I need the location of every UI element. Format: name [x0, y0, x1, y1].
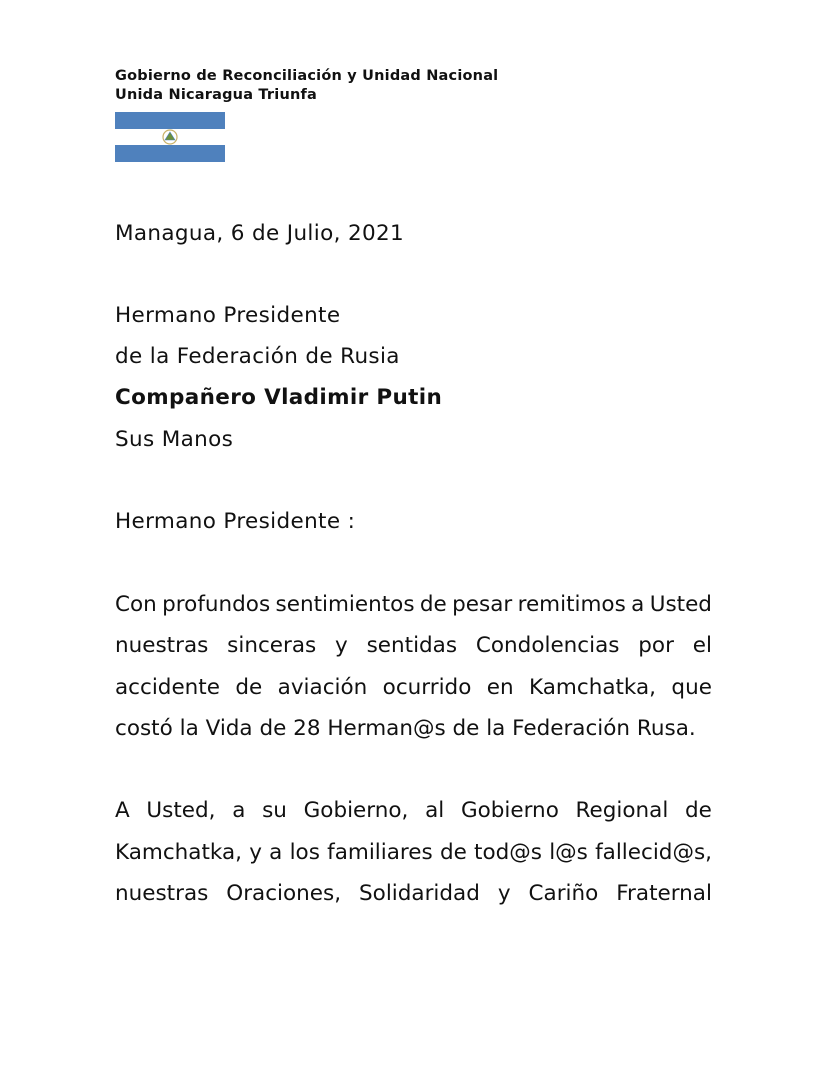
paragraph1-line3: accidente de aviación ocurrido en Kamchatka, que	[115, 675, 712, 700]
recipient-name: Compañero Vladimir Putin	[115, 385, 443, 410]
salutation: Hermano Presidente :	[115, 509, 356, 534]
paragraph1-line4: costó la Vida de 28 Herman@s de la Federación Rusa.	[115, 716, 696, 741]
recipient-delivery: Sus Manos	[115, 427, 234, 452]
letterhead-slogan: Unida Nicaragua Triunfa	[115, 86, 317, 103]
paragraph2-line3: nuestras Oraciones, Solidaridad y Cariño Fraternal	[115, 881, 712, 906]
paragraph1-line1: Con profundos sentimientos de pesar remitimos a Usted	[115, 592, 712, 617]
coat-of-arms-icon	[161, 129, 179, 145]
paragraph2-line1: A Usted, a su Gobierno, al Gobierno Regional de	[115, 798, 712, 823]
nicaragua-flag-icon	[115, 112, 225, 162]
flag-top-stripe	[115, 112, 225, 129]
letterhead-government-name: Gobierno de Reconciliación y Unidad Nacional	[115, 68, 499, 84]
paragraph1-line2: nuestras sinceras y sentidas Condolencias por el	[115, 633, 712, 658]
paragraph2-line2: Kamchatka, y a los familiares de tod@s l@s fallecid@s,	[115, 840, 712, 865]
flag-bottom-stripe	[115, 145, 225, 162]
letter-date: Managua, 6 de Julio, 2021	[115, 221, 405, 246]
letterhead	[115, 67, 498, 104]
recipient-office: de la Federación de Rusia	[115, 344, 400, 369]
recipient-title: Hermano Presidente	[115, 303, 341, 328]
